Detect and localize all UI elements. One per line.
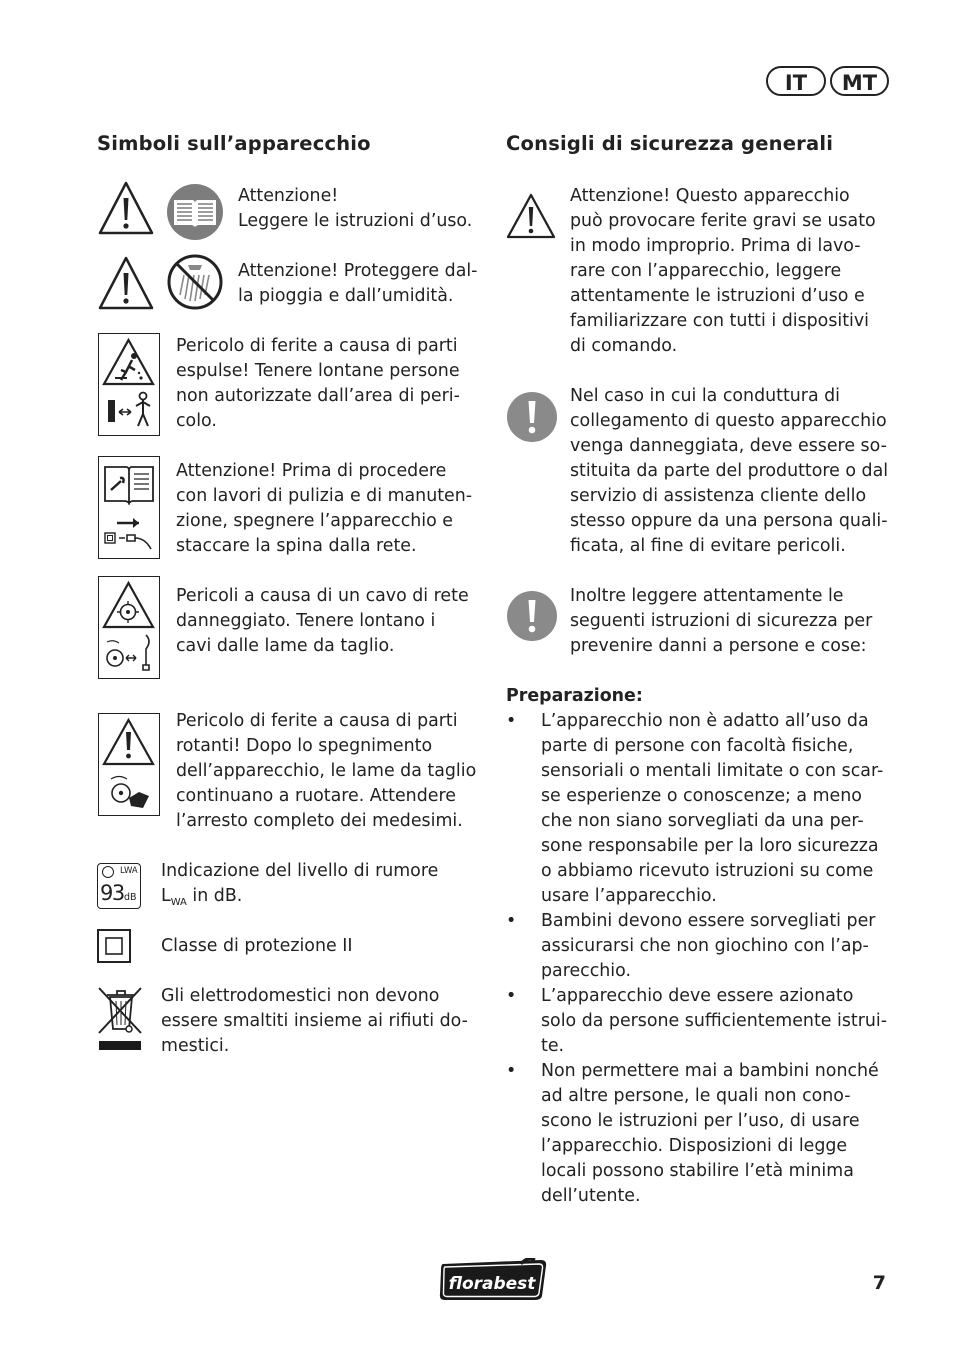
text-line: ad altre persone, le quali non cono-	[541, 1086, 851, 1106]
thrown-objects-icon	[98, 333, 160, 436]
text-line: l’apparecchio. Disposizioni di legge	[541, 1136, 848, 1156]
lang-badge-mt: MT	[830, 66, 889, 96]
symbol-text-weee	[161, 984, 468, 1059]
list-item	[506, 984, 896, 1059]
text-line: usare l’apparecchio.	[541, 886, 717, 906]
no-rain-icon	[166, 253, 224, 311]
text-line: non autorizzate dall’area di peri-	[176, 386, 460, 406]
text-line: te.	[541, 1036, 565, 1056]
warning-triangle-icon	[97, 255, 155, 311]
text-line: parte di persone con facoltà fisiche,	[541, 736, 854, 756]
text-line: collegamento di questo apparecchio	[570, 411, 887, 431]
text-line: dell’utente.	[541, 1186, 641, 1206]
text-line: stesso oppure da una persona quali-	[570, 511, 888, 531]
text-line: di comando.	[570, 336, 678, 356]
text-line: Nel caso in cui la conduttura di	[570, 386, 841, 406]
text-line: rare con l’apparecchio, leggere	[570, 261, 842, 281]
unplug-before-maintenance-icon	[98, 456, 160, 559]
text-line: Non permettere mai a bambini nonché	[541, 1061, 879, 1081]
symbol-text-rain	[238, 259, 477, 309]
read-manual-icon	[166, 183, 224, 241]
lwa-unit-text: in dB.	[186, 886, 243, 906]
safety-paragraph-1	[570, 184, 876, 359]
text-line	[161, 884, 438, 915]
text-line: continuano a ruotare. Attendere	[176, 786, 456, 806]
speaker-icon	[102, 866, 114, 878]
text-line: che non siano sorvegliati da una per-	[541, 811, 864, 831]
weee-bin-icon	[96, 985, 146, 1053]
noise-level-icon	[97, 863, 141, 909]
text-line: stituita da parte del produttore o dal	[570, 461, 889, 481]
text-line: Pericolo di ferite a causa di parti	[176, 336, 458, 356]
text-line: locali possono stabilire l’età minima	[541, 1161, 854, 1181]
noise-label: LWA	[120, 866, 138, 876]
florabest-logo	[437, 1258, 549, 1302]
section-title-safety: Consigli di sicurezza generali	[506, 132, 834, 155]
text-line: Attenzione! Questo apparecchio	[570, 186, 850, 206]
text-line: in modo improprio. Prima di lavo-	[570, 236, 861, 256]
text-line: L’apparecchio non è adatto all’uso da	[541, 711, 869, 731]
lang-badge-it: IT	[766, 66, 826, 96]
list-item	[506, 1059, 896, 1209]
symbol-text-damaged-cable	[176, 584, 469, 659]
text-line: ficata, al fine di evitare pericoli.	[570, 536, 846, 556]
text-line: familiarizzare con tutti i dispositivi	[570, 311, 869, 331]
exclamation-circle-icon	[506, 590, 558, 642]
symbol-text-protection-class	[161, 934, 352, 959]
text-line: Attenzione! Prima di procedere	[176, 461, 447, 481]
symbol-text-read-manual	[238, 184, 472, 234]
exclamation-circle-icon	[506, 391, 558, 443]
text-line: assicurarsi che non giochino con l’ap-	[541, 936, 869, 956]
logo-text: florabest	[448, 1274, 536, 1294]
text-line: Bambini devono essere sorvegliati per	[541, 911, 876, 931]
text-line: può provocare ferite gravi se usato	[570, 211, 876, 231]
list-item	[506, 909, 896, 984]
safety-paragraph-2	[570, 384, 888, 559]
noise-unit: dB	[124, 892, 137, 903]
text-line: con lavori di pulizia e di manuten-	[176, 486, 473, 506]
text-line: Pericolo di ferite a causa di parti	[176, 711, 458, 731]
text-line: attentamente le istruzioni d’uso e	[570, 286, 865, 306]
text-line: l’arresto completo dei medesimi.	[176, 811, 463, 831]
text-line: servizio di assistenza cliente dello	[570, 486, 867, 506]
subheading-preparation: Preparazione:	[506, 686, 643, 706]
warning-triangle-icon	[505, 192, 557, 240]
text-line: seguenti istruzioni di sicurezza per	[570, 611, 873, 631]
bullet: •	[506, 986, 517, 1006]
rotating-blades-icon	[98, 713, 160, 816]
section-title-symbols: Simboli sull’apparecchio	[97, 132, 371, 155]
text-line: solo da persone sufficientemente istrui-	[541, 1011, 887, 1031]
symbol-text-rotating-blades	[176, 709, 476, 834]
text-line: sensoriali o mentali limitate o con scar-	[541, 761, 884, 781]
text-line: espulse! Tenere lontane persone	[176, 361, 460, 381]
damaged-cable-icon	[98, 576, 160, 679]
text-line: prevenire danni a persone e cose:	[570, 636, 867, 656]
symbol-text-thrown-objects	[176, 334, 460, 434]
bullet: •	[506, 711, 517, 731]
text-line: Classe di protezione II	[161, 936, 353, 956]
bullet: •	[506, 911, 517, 931]
text-line: scono le istruzioni per l’uso, di usare	[541, 1111, 860, 1131]
text-line: dell’apparecchio, le lame da taglio	[176, 761, 477, 781]
page-number: 7	[872, 1272, 886, 1294]
text-line: essere smaltiti insieme ai rifiuti do-	[161, 1011, 468, 1031]
list-item	[506, 709, 896, 909]
text-line: Attenzione!	[238, 186, 339, 206]
text-line: se esperienze o conoscenze; a meno	[541, 786, 862, 806]
text-line: venga danneggiata, deve essere so-	[570, 436, 887, 456]
text-line: Inoltre leggere attentamente le	[570, 586, 844, 606]
text-line: Leggere le istruzioni d’uso.	[238, 211, 473, 231]
text-line: danneggiato. Tenere lontano i	[176, 611, 436, 631]
symbol-text-noise	[161, 859, 438, 915]
text-line: rotanti! Dopo lo spegnimento	[176, 736, 433, 756]
text-line: cavi dalle lame da taglio.	[176, 636, 395, 656]
safety-paragraph-3	[570, 584, 872, 659]
text-line: colo.	[176, 411, 217, 431]
text-line: zione, spegnere l’apparecchio e	[176, 511, 453, 531]
preparation-bullet-list	[506, 709, 896, 1209]
text-line: sone responsabile per la loro sicurezza	[541, 836, 879, 856]
noise-value: 93	[100, 881, 124, 905]
lwa-symbol: L	[161, 886, 171, 906]
text-line: L’apparecchio deve essere azionato	[541, 986, 854, 1006]
text-line: Attenzione! Proteggere dal-	[238, 261, 478, 281]
symbol-text-maintenance	[176, 459, 472, 559]
text-line: la pioggia e dall’umidità.	[238, 286, 454, 306]
text-line: staccare la spina dalla rete.	[176, 536, 417, 556]
warning-triangle-icon	[97, 180, 155, 236]
text-line: parecchio.	[541, 961, 632, 981]
text-line: o abbiamo ricevuto istruzioni su come	[541, 861, 874, 881]
bullet: •	[506, 1061, 517, 1081]
text-line: Gli elettrodomestici non devono	[161, 986, 440, 1006]
text-line: mestici.	[161, 1036, 230, 1056]
protection-class-ii-icon	[97, 929, 131, 963]
text-line: Indicazione del livello di rumore	[161, 861, 439, 881]
text-line: Pericoli a causa di un cavo di rete	[176, 586, 469, 606]
lwa-subscript: WA	[170, 897, 187, 908]
